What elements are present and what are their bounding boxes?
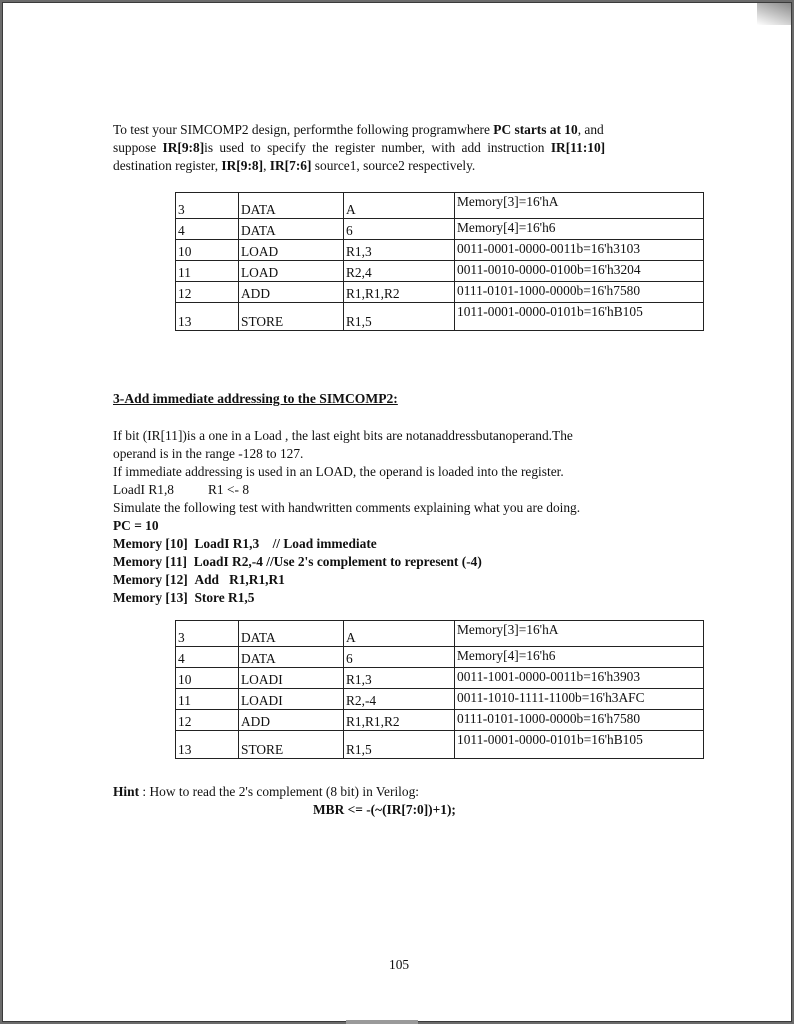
table-row [176, 710, 704, 731]
encoding-cell: Memory[3]=16'hA [455, 193, 704, 219]
operand-cell: R1,5 [344, 303, 455, 331]
opcode-cell: DATA [239, 193, 344, 219]
hint-code: MBR <= -(~(IR[7:0])+1); [313, 802, 456, 817]
encoding-cell: 0111-0101-1000-0000b=16'h7580 [455, 710, 704, 731]
encoding-cell: 0011-0010-0000-0100b=16'h3204 [455, 261, 704, 282]
instruction: Store R1,5 [194, 590, 255, 605]
intro-text: source1, source2 respectively. [311, 158, 476, 173]
hint-text: : How to read the 2's complement (8 bit) in Verilog: [139, 784, 420, 799]
intro-line-3 [113, 157, 475, 175]
program-line-2 [113, 553, 482, 571]
hint-label: Hint [113, 784, 140, 799]
encoding-cell: 0011-1001-0000-0011b=16'h3903 [455, 668, 704, 689]
memory-address: Memory [12] [113, 572, 188, 587]
instruction: LoadI R2,-4 //Use 2's complement to represent (-4) [193, 554, 482, 569]
address-cell: 13 [176, 303, 239, 331]
opcode-cell: DATA [239, 621, 344, 647]
operand-cell: A [344, 193, 455, 219]
address-cell: 13 [176, 731, 239, 759]
address-cell: 10 [176, 668, 239, 689]
address-cell: 12 [176, 710, 239, 731]
encoding-cell: 0011-1010-1111-1100b=16'h3AFC [455, 689, 704, 710]
page-curl-corner [757, 3, 791, 25]
operand-cell: 6 [344, 219, 455, 240]
operand-cell: R2,-4 [344, 689, 455, 710]
table-row [176, 731, 704, 759]
operand-cell: R1,R1,R2 [344, 282, 455, 303]
opcode-cell: STORE [239, 303, 344, 331]
program-line-3 [113, 571, 285, 589]
intro-line-2 [113, 139, 605, 157]
memory-address: Memory [10] [113, 536, 188, 551]
table-row [176, 219, 704, 240]
document-page [2, 2, 792, 1022]
address-cell: 11 [176, 689, 239, 710]
section-heading: 3-Add immediate addressing to the SIMCOMP2: [113, 391, 398, 406]
table-row [176, 303, 704, 331]
table-row [176, 193, 704, 219]
opcode-cell: LOADI [239, 689, 344, 710]
section-paragraph-3: If immediate addressing is used in an LOAD, the operand is loaded into the register. [113, 464, 564, 479]
operand-cell: A [344, 621, 455, 647]
hint-line [113, 783, 419, 801]
opcode-cell: LOADI [239, 668, 344, 689]
operand-cell: R1,5 [344, 731, 455, 759]
section-paragraph-5: Simulate the following test with handwritten comments explaining what you are doing. [113, 500, 581, 515]
opcode-cell: LOAD [239, 240, 344, 261]
program-line-1 [113, 535, 377, 553]
section-paragraph-1: If bit (IR[11])is a one in a Load , the last eight bits are notanaddressbutanoperand.The [113, 428, 573, 443]
memory-table-load [175, 192, 704, 331]
section-example [113, 481, 249, 499]
operand-cell: R2,4 [344, 261, 455, 282]
table-row [176, 282, 704, 303]
intro-text: is used to specify the register number, with add instruction [204, 140, 551, 155]
address-cell: 3 [176, 193, 239, 219]
intro-text: destination register, [113, 158, 222, 173]
memory-address: Memory [11] [113, 554, 187, 569]
scroll-indicator [346, 1020, 418, 1024]
comment: // Load immediate [272, 536, 377, 551]
address-cell: 4 [176, 647, 239, 668]
intro-text: To test your SIMCOMP2 design, performthe following programwhere [113, 122, 494, 137]
page-number: 105 [389, 957, 410, 972]
operand-cell: 6 [344, 647, 455, 668]
table-row [176, 689, 704, 710]
operand-cell: R1,3 [344, 668, 455, 689]
encoding-cell: 0011-0001-0000-0011b=16'h3103 [455, 240, 704, 261]
address-cell: 3 [176, 621, 239, 647]
opcode-cell: ADD [239, 282, 344, 303]
opcode-cell: DATA [239, 647, 344, 668]
pc-value: PC = 10 [113, 518, 159, 533]
opcode-cell: ADD [239, 710, 344, 731]
address-cell: 10 [176, 240, 239, 261]
table-row [176, 668, 704, 689]
table-row [176, 240, 704, 261]
memory-address: Memory [13] [113, 590, 188, 605]
intro-bold: PC starts at 10 [493, 122, 578, 137]
address-cell: 11 [176, 261, 239, 282]
encoding-cell: Memory[4]=16'h6 [455, 219, 704, 240]
encoding-cell: 1011-0001-0000-0101b=16'hB105 [455, 731, 704, 759]
table-row [176, 261, 704, 282]
intro-text: , and [577, 122, 604, 137]
intro-bold: IR[9:8] [162, 140, 205, 155]
opcode-cell: STORE [239, 731, 344, 759]
operand-cell: R1,R1,R2 [344, 710, 455, 731]
opcode-cell: LOAD [239, 261, 344, 282]
program-line-4 [113, 589, 254, 607]
encoding-cell: Memory[4]=16'h6 [455, 647, 704, 668]
example-instruction: LoadI R1,8 [113, 482, 174, 497]
intro-bold: IR[11:10] [550, 140, 606, 155]
operand-cell: R1,3 [344, 240, 455, 261]
instruction: LoadI R1,3 [194, 536, 260, 551]
encoding-cell: 1011-0001-0000-0101b=16'hB105 [455, 303, 704, 331]
intro-text: suppose [113, 140, 163, 155]
intro-line-1 [113, 121, 604, 139]
operands: R1,R1,R1 [229, 572, 285, 587]
example-effect: R1 <- 8 [208, 482, 250, 497]
address-cell: 4 [176, 219, 239, 240]
intro-bold: IR[9:8] [221, 158, 264, 173]
intro-bold: IR[7:6] [269, 158, 312, 173]
instruction: Add [194, 572, 220, 587]
table-row [176, 621, 704, 647]
encoding-cell: 0111-0101-1000-0000b=16'h7580 [455, 282, 704, 303]
opcode-cell: DATA [239, 219, 344, 240]
section-paragraph-2: operand is in the range -128 to 127. [113, 446, 304, 461]
encoding-cell: Memory[3]=16'hA [455, 621, 704, 647]
memory-table-loadi [175, 620, 704, 759]
table-row [176, 647, 704, 668]
intro-text: , [263, 158, 270, 173]
address-cell: 12 [176, 282, 239, 303]
